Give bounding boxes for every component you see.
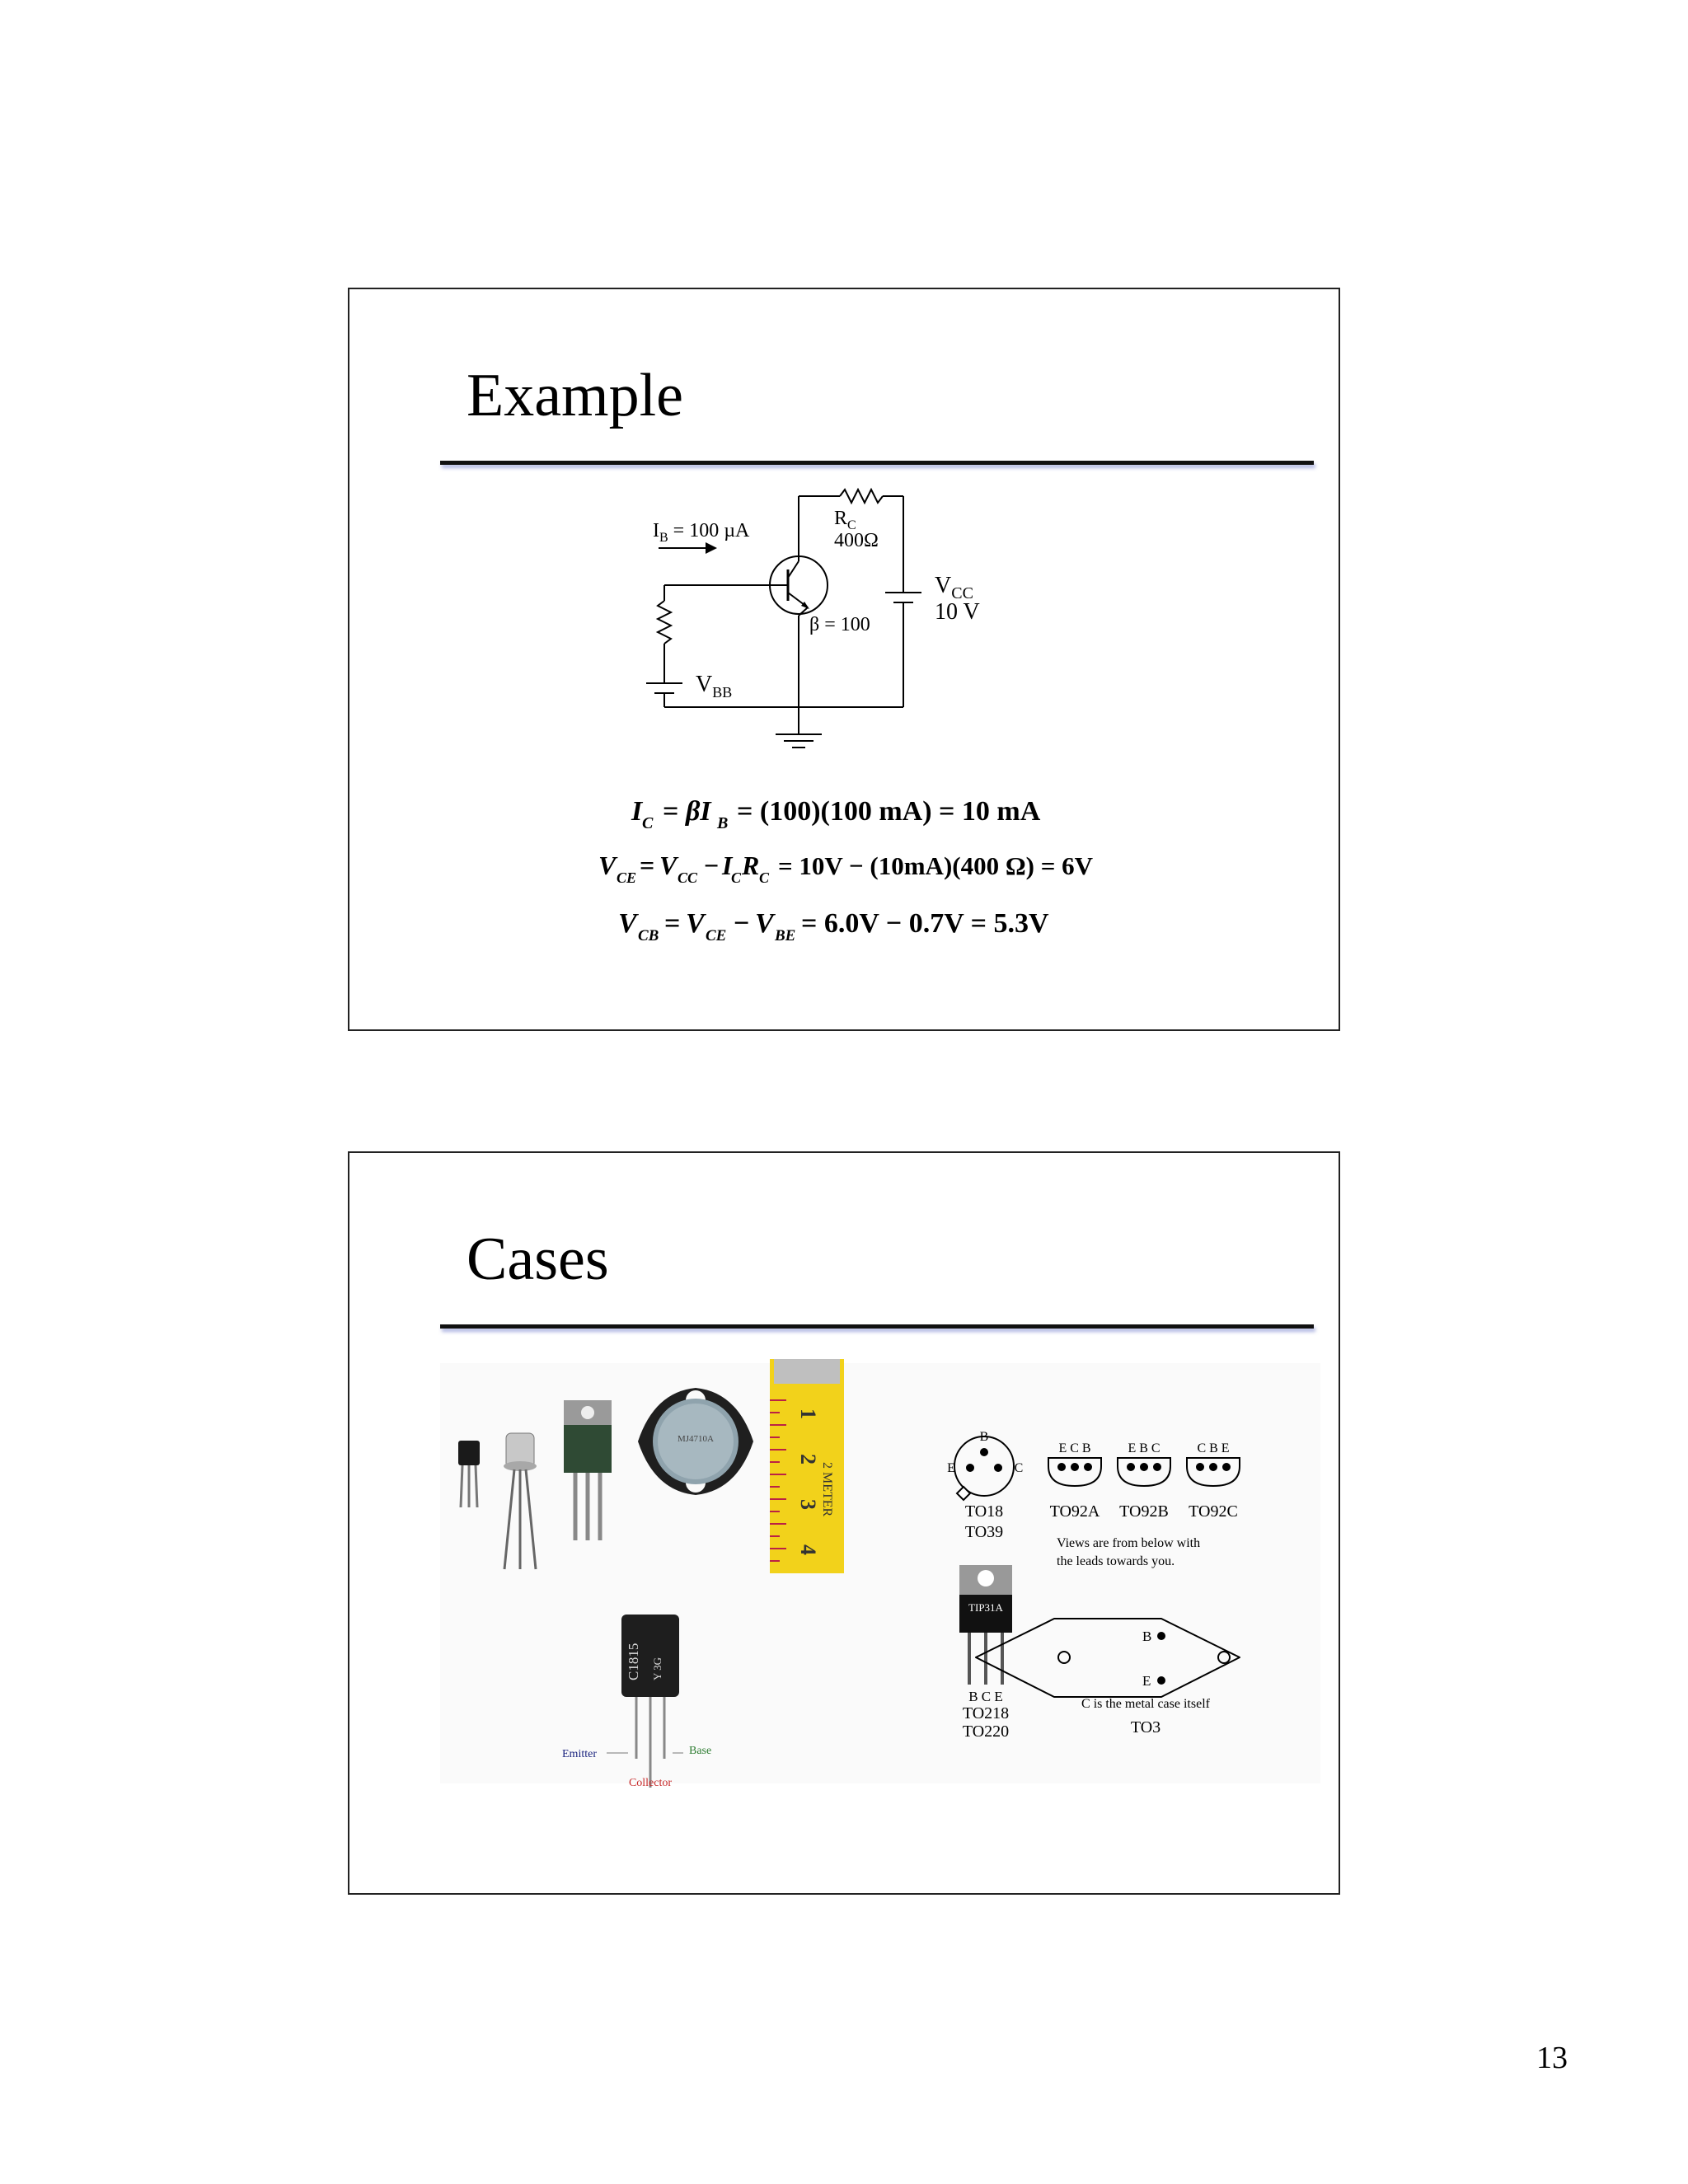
c1815-code: Y 3G: [651, 1657, 663, 1680]
svg-text:CB: CB: [638, 927, 659, 944]
can-marking: MJ4710A: [677, 1434, 715, 1444]
svg-text:R: R: [742, 851, 760, 880]
slide-cases: [348, 1151, 1340, 1895]
svg-text:CE: CE: [706, 927, 727, 944]
to92a-label: TO92A: [1049, 1502, 1100, 1521]
svg-text:C: C: [731, 869, 742, 886]
c1815-part: C1815: [626, 1643, 641, 1680]
svg-text:βI: βI: [686, 796, 711, 827]
ib-label: I: [653, 520, 659, 541]
to18-label: TO18: [964, 1502, 1004, 1521]
to92c-pins: C B E: [1197, 1441, 1230, 1455]
to3-e: E: [1142, 1673, 1151, 1689]
rc-sub: C: [847, 518, 856, 532]
ruler-number: 1: [796, 1408, 820, 1419]
svg-text:=: =: [663, 796, 679, 827]
to18-diagram: [947, 1430, 1023, 1541]
slide-title: Cases: [467, 1226, 609, 1293]
svg-text:V: V: [659, 851, 678, 880]
to3-diagram: [976, 1619, 1240, 1736]
to220-label: TO220: [962, 1722, 1010, 1741]
equation-ic: [631, 796, 1041, 832]
svg-text:V: V: [686, 908, 705, 939]
to92b-pins: E B C: [1128, 1441, 1160, 1455]
rc-label: R: [834, 508, 848, 529]
svg-text:−: −: [734, 908, 750, 939]
slide-title: Example: [467, 362, 684, 429]
ruler-number: 4: [796, 1544, 820, 1555]
base-label: Base: [689, 1745, 712, 1757]
svg-text:=: =: [640, 851, 655, 880]
to92a-pins: E C B: [1058, 1441, 1091, 1455]
svg-text:CC: CC: [678, 869, 698, 886]
ruler-number: 3: [796, 1499, 820, 1510]
vcc-label: V: [935, 573, 952, 598]
svg-text:= (100)(100 mA) = 10 mA: = (100)(100 mA) = 10 mA: [737, 796, 1041, 827]
svg-text:V: V: [755, 908, 774, 939]
svg-text:CE: CE: [617, 869, 637, 886]
equations: [349, 289, 1339, 1031]
vcc-value: 10 V: [935, 599, 980, 625]
vbb-sub: BB: [712, 684, 733, 701]
vbb-label: V: [696, 672, 713, 697]
ib-value: = 100 µA: [668, 520, 750, 541]
svg-text:C: C: [759, 869, 770, 886]
to39-label: TO39: [964, 1523, 1004, 1541]
slide-example: [348, 288, 1340, 1031]
views-note-line1: Views are from below with: [1057, 1536, 1201, 1550]
svg-text:B: B: [717, 814, 729, 832]
ruler-text: 2 METER: [820, 1462, 834, 1517]
equation-vcb: [618, 908, 1049, 944]
svg-text:=: =: [664, 908, 681, 939]
ib-sub: B: [659, 531, 668, 545]
tip31a-label: TIP31A: [968, 1601, 1003, 1614]
to18-b: B: [979, 1430, 989, 1444]
to92-diagrams: [1048, 1441, 1240, 1568]
svg-text:C: C: [642, 814, 654, 832]
emitter-label: Emitter: [562, 1748, 597, 1760]
page-number: 13: [1536, 2041, 1568, 2075]
to3-b: B: [1142, 1629, 1152, 1644]
to218-label: TO218: [962, 1704, 1010, 1722]
rc-value: 400Ω: [834, 530, 879, 551]
package-diagram: [349, 1153, 1339, 1895]
to92b-label: TO92B: [1119, 1502, 1169, 1521]
beta-label: β = 100: [809, 614, 870, 635]
collector-label: Collector: [628, 1777, 673, 1789]
views-note-line2: the leads towards you.: [1057, 1554, 1175, 1568]
vcc-sub: CC: [951, 584, 973, 602]
svg-text:I: I: [631, 796, 643, 827]
svg-text:= 10V − (10mA)(400 Ω) = 6V: = 10V − (10mA)(400 Ω) = 6V: [778, 851, 1094, 880]
svg-text:= 6.0V − 0.7V = 5.3V: = 6.0V − 0.7V = 5.3V: [801, 908, 1049, 939]
to92c-label: TO92C: [1189, 1502, 1238, 1521]
svg-text:V: V: [618, 908, 637, 939]
to18-e: E: [947, 1461, 955, 1475]
equation-vce: [598, 851, 1094, 886]
svg-text:I: I: [722, 851, 733, 880]
svg-text:−: −: [704, 851, 720, 880]
ruler-number: 2: [796, 1454, 820, 1465]
to220-pins: B C E: [968, 1689, 1003, 1704]
to18-c: C: [1014, 1461, 1024, 1475]
svg-text:V: V: [598, 851, 617, 880]
to3-note: C is the metal case itself: [1081, 1697, 1210, 1711]
svg-text:BE: BE: [775, 927, 796, 944]
to3-label: TO3: [1130, 1718, 1161, 1736]
